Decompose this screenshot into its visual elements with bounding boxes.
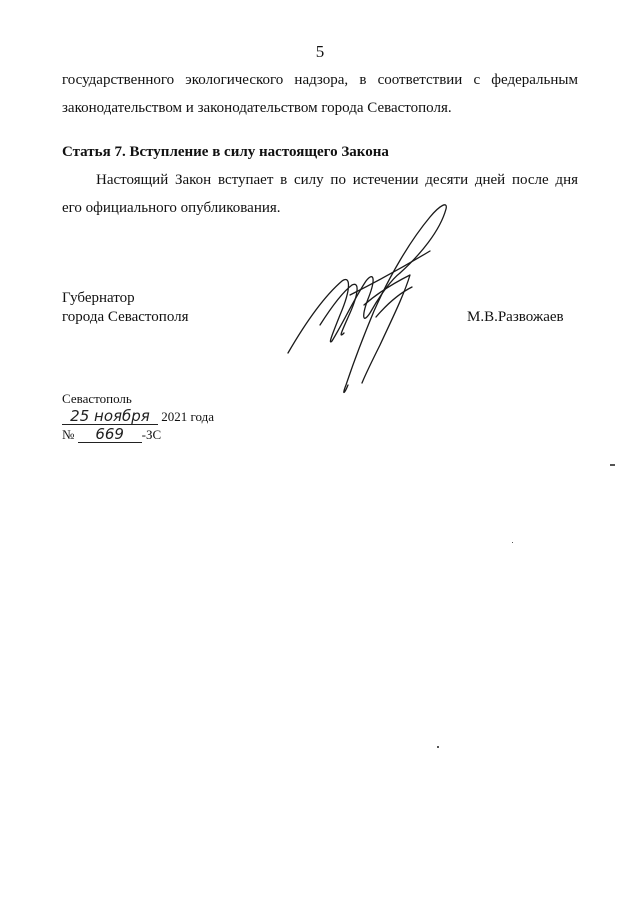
governor-title-line-2: города Севастополя bbox=[62, 309, 189, 325]
scan-speck bbox=[437, 746, 439, 748]
governor-title-line-1: Губернатор bbox=[62, 290, 135, 306]
governor-name: М.В.Развожаев bbox=[467, 309, 564, 325]
paragraph-1-line-1: государственного экологического надзора, в соответствии с федеральным bbox=[62, 72, 578, 88]
paragraph-1-line-2: законодательством и законодательством города Севастополя. bbox=[62, 100, 452, 116]
law-number bbox=[62, 426, 161, 443]
paragraph-2-line-2: его официального опубликования. bbox=[62, 200, 281, 216]
handwritten-signature bbox=[280, 195, 470, 400]
city-label: Севастополь bbox=[62, 391, 132, 406]
paragraph-2-line-1: Настоящий Закон вступает в силу по истечении десяти дней после дня bbox=[96, 172, 578, 188]
scan-speck bbox=[610, 464, 615, 466]
handwritten-date: 25 ноября bbox=[62, 409, 158, 425]
handwritten-number: 669 bbox=[78, 427, 142, 443]
number-suffix: -ЗС bbox=[141, 427, 162, 442]
number-sign: № bbox=[62, 427, 75, 442]
page-number: 5 bbox=[315, 42, 325, 61]
date-year: 2021 года bbox=[161, 409, 215, 424]
scan-speck bbox=[512, 542, 513, 543]
signing-date bbox=[62, 408, 214, 425]
article-heading: Статья 7. Вступление в силу настоящего Закона bbox=[62, 144, 389, 160]
